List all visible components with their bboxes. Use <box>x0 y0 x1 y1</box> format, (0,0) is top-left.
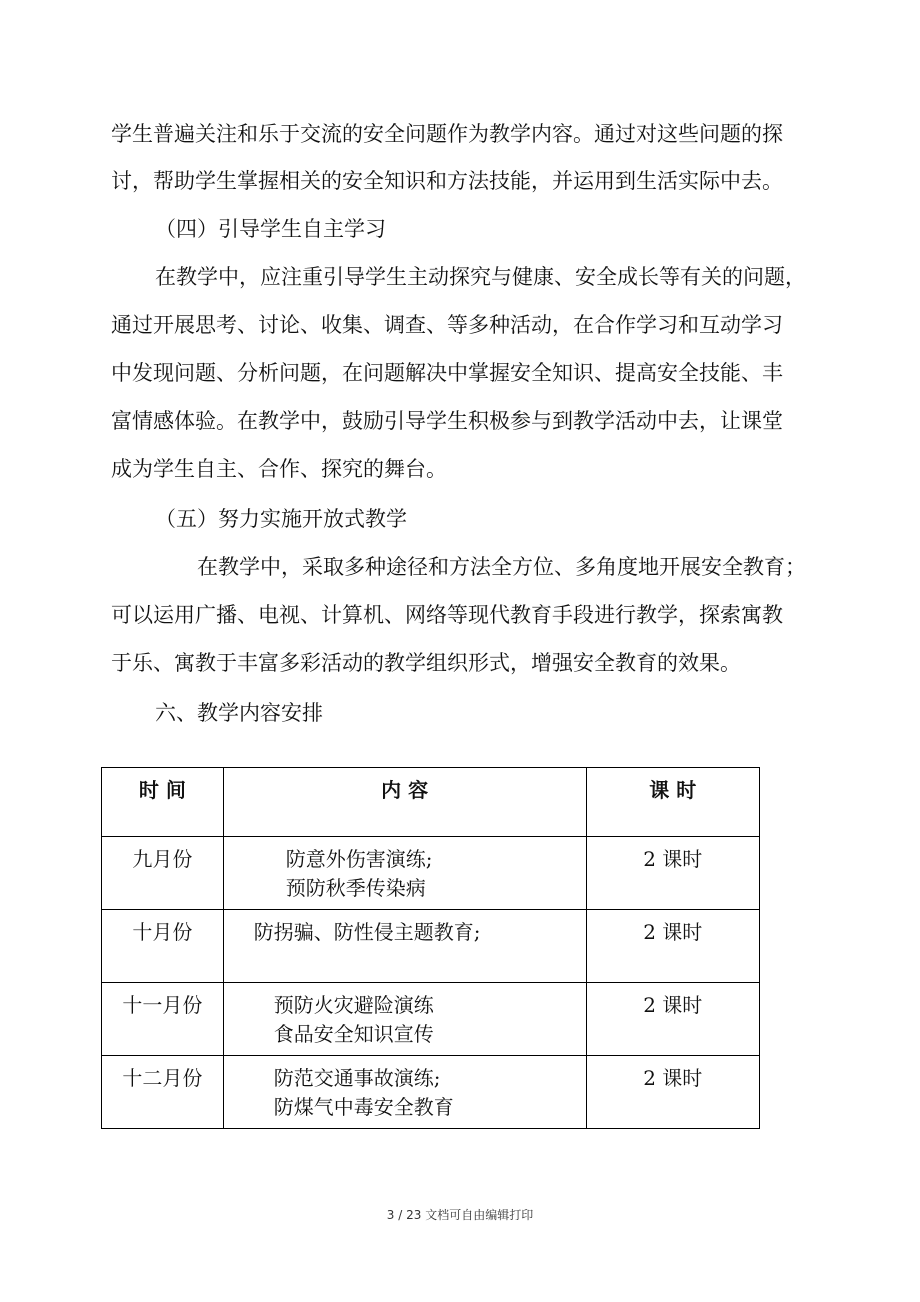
section-heading-4: （四）引导学生自主学习 <box>155 217 386 241</box>
content-line: 食品安全知识宣传 <box>273 1022 434 1046</box>
table-row <box>102 837 760 910</box>
paragraph-line: 可以运用广播、电视、计算机、网络等现代教育手段进行教学，探索寓教 <box>111 603 783 627</box>
table-row <box>102 983 760 1056</box>
page-footer: 3 / 23 文档可自由编辑打印 <box>386 1208 534 1222</box>
content-line: 防煤气中毒安全教育 <box>273 1095 454 1119</box>
content-line: 防范交通事故演练; <box>273 1066 441 1090</box>
paragraph-line: 通过开展思考、讨论、收集、调查、等多种活动，在合作学习和互动学习 <box>111 313 783 337</box>
cell-content <box>223 837 586 910</box>
paragraph-line: 学生普遍关注和乐于交流的安全问题作为教学内容。通过对这些问题的探 <box>111 122 783 146</box>
table-row <box>102 1056 760 1129</box>
content-line: 预防秋季传染病 <box>285 876 426 900</box>
table-row <box>102 910 760 983</box>
cell-time: 十月份 <box>102 910 224 983</box>
section-heading-6: 六、教学内容安排 <box>155 701 323 725</box>
paragraph-line: 于乐、寓教于丰富多彩活动的教学组织形式，增强安全教育的效果。 <box>111 651 741 675</box>
cell-content <box>223 910 586 983</box>
content-line: 预防火灾避险演练 <box>273 993 434 1017</box>
cell-content <box>223 983 586 1056</box>
cell-time: 十一月份 <box>102 983 224 1056</box>
paragraph-line: 在教学中，采取多种途径和方法全方位、多角度地开展安全教育； <box>197 555 806 579</box>
header-content: 内 容 <box>223 768 586 837</box>
content-line: 防意外伤害演练; <box>285 847 433 871</box>
cell-time: 九月份 <box>102 837 224 910</box>
schedule-table <box>101 767 760 1129</box>
paragraph-line: 富情感体验。在教学中，鼓励引导学生积极参与到教学活动中去，让课堂 <box>111 409 783 433</box>
cell-time: 十二月份 <box>102 1056 224 1129</box>
header-time: 时 间 <box>102 768 224 837</box>
cell-hours: 2 课时 <box>586 1056 759 1129</box>
cell-hours: 2 课时 <box>586 910 759 983</box>
cell-hours: 2 课时 <box>586 983 759 1056</box>
table-header-row <box>102 768 760 837</box>
paragraph-line: 中发现问题、分析问题，在问题解决中掌握安全知识、提高安全技能、丰 <box>111 361 783 385</box>
paragraph-line: 成为学生自主、合作、探究的舞台。 <box>111 457 447 481</box>
paragraph-line: 讨，帮助学生掌握相关的安全知识和方法技能，并运用到生活实际中去。 <box>111 169 783 193</box>
cell-content <box>223 1056 586 1129</box>
header-hours: 课 时 <box>586 768 759 837</box>
content-line: 防拐骗、防性侵主题教育; <box>253 920 481 944</box>
section-heading-5: （五）努力实施开放式教学 <box>155 507 407 531</box>
paragraph-line: 在教学中，应注重引导学生主动探究与健康、安全成长等有关的问题， <box>155 265 806 289</box>
cell-hours: 2 课时 <box>586 837 759 910</box>
